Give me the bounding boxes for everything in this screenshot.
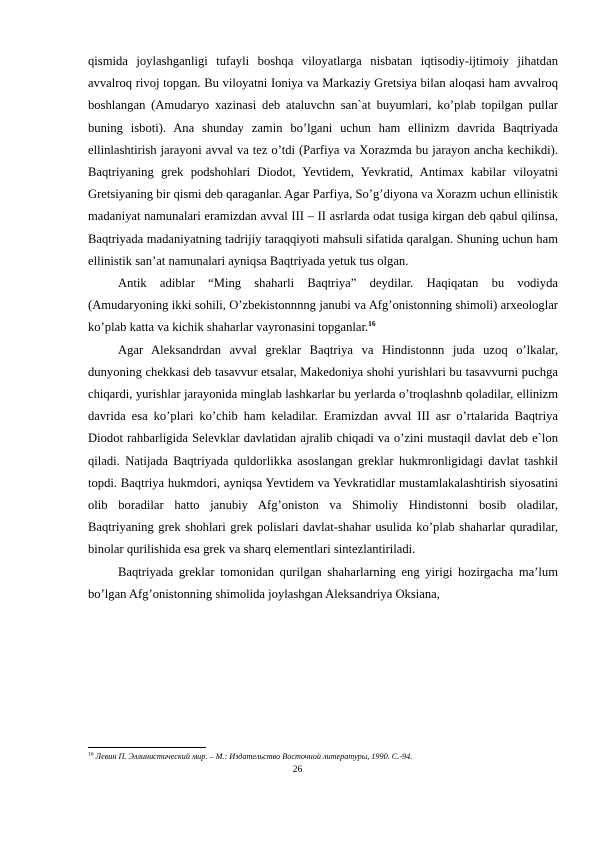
page-number: 26 xyxy=(292,765,303,775)
footnote-reference[interactable]: 16 xyxy=(368,319,376,329)
footnote-number: 16 xyxy=(88,751,94,758)
footnote-text: Левин П. Эллинистический мир. – М.: Издательство Восточной литературы, 1990. С.-94. xyxy=(95,752,413,761)
paragraph-4: Baqtriyada greklar tomonidan qurilgan shaharlarning eng yirigi hozirgacha ma’lum bo’lgan Afg’onistonning shimolida joylashgan Aleksandriya Oksiana, xyxy=(88,564,558,601)
paragraph-2 xyxy=(88,272,558,339)
footnote-separator xyxy=(88,747,206,748)
paragraph-1: qismida joylashganligi tufayli boshqa viloyatlarga nisbatan iqtisodiy-ijtimoiy jihatdan avvalroq rivoj topgan. Bu viloyatni Ioniya va Markaziy Gretsiya bilan aloqasi ham avvalroq boshlangan (Amudaryo xazinasi deb ataluvchn san`at buyumlari, ko’plab topilgan pullar buning isboti). Ana shunday zamin bo’lgani uchun ham ellinizm davrida Baqtriyada ellinlashtirish jarayoni avval va tez o’tdi (Parfiya va Xorazmda bu jarayon ancha kechikdi). Baqtriyaning grek podshohlari Diodot, Yevtidem, Yevkratid, Antimax kabilar viloyatni Gretsiyaning bir qismi deb qaraganlar. Agar Parfiya, So’g’diyona va Xorazm uchun ellinistik madaniyat namunalari eramizdan avval III – II asrlarda odat tusiga kirgan deb qabul qilinsa, Baqtriyada madaniyatning tadrijiy taraqqiyoti mahsuli sifatida qaralgan. Shuning uchun ham ellinistik san’at namunalari ayniqsa Baqtriyada yetuk tus olgan. xyxy=(88,54,558,268)
footnote xyxy=(88,751,558,762)
paragraph-3: Agar Aleksandrdan avval greklar Baqtriya va Hindistonnn juda uzoq o’lkalar, dunyoning chekkasi deb tasavvur etsalar, Makedoniya shohi yurishlari bu tasavvurni puchga chiqardi, yurishlar jarayonida minglab lashkarlar bu yerlarda o’troqlashnb qoladilar, ellinizm davrida esa ko’plari ko’chib ham keladilar. Eramizdan avval III asr o’rtalarida Baqtriya Diodot rahbarligida Selevklar davlatidan ajralib chiqadi va o’zini mustaqil davlat deb e`lon qiladi. Natijada Baqtriyada quldorlikka asoslangan greklar hukmronligidagi davlat tashkil topdi. Baqtriya hukmdori, ayniqsa Yevtidem va Yevkratidlar mustamlakalashtirish siyosatini olib boradilar hatto janubiy Afg’oniston va Shimoliy Hindistonni bosib oladilar, Baqtriyaning grek shohlari grek polislari davlat-shahar usulida ko’plab shaharlar quradilar, binolar qurilishida esa grek va sharq elementlari sintezlantiriladi. xyxy=(88,342,558,557)
document-body xyxy=(88,50,558,605)
paragraph-2-text: Antik adiblar “Ming shaharli Baqtriya” deydilar. Haqiqatan bu vodiyda (Amudaryoning ikki sohili, O’zbekistonnnng janubi va Afg’onistonning shimoli) arxeologlar ko’plab katta va kichik shaharlar vayronasini topganlar. xyxy=(88,276,558,335)
